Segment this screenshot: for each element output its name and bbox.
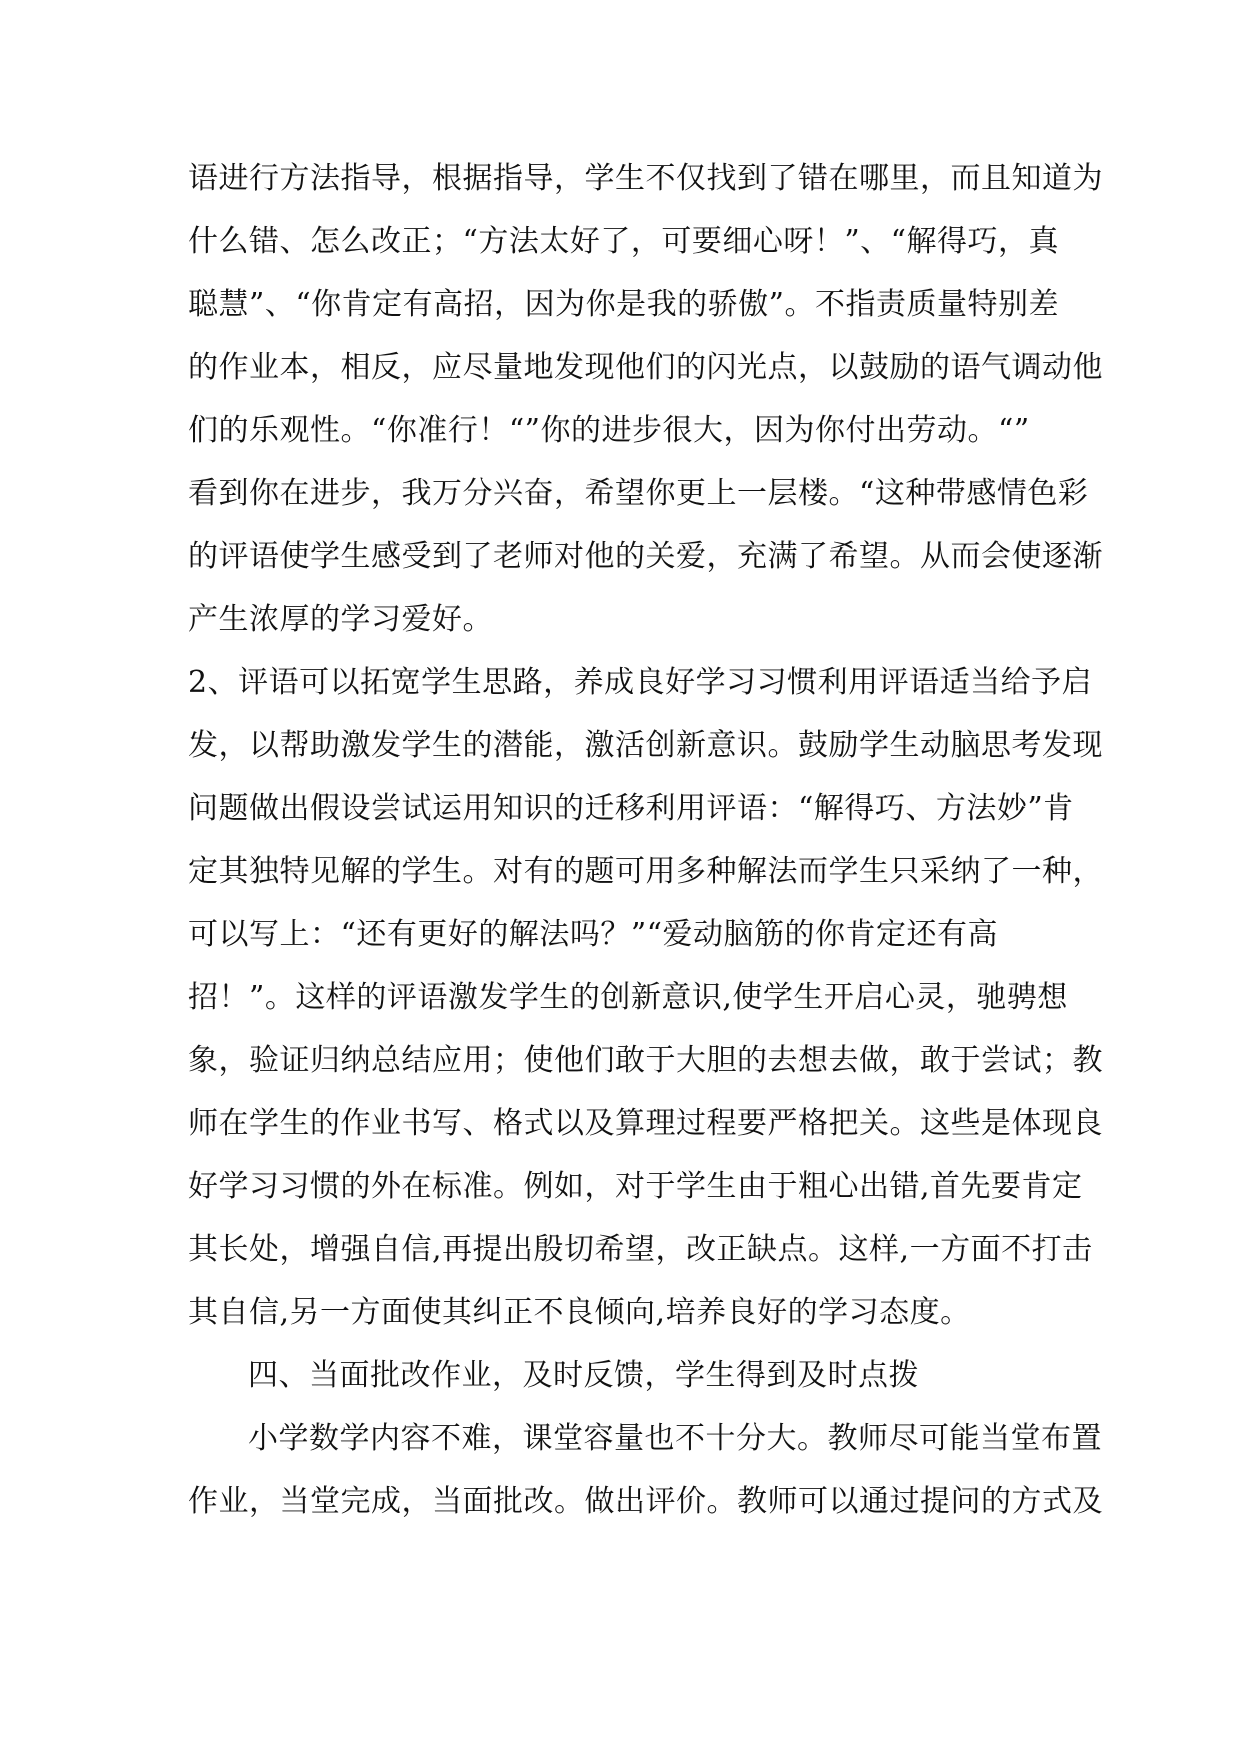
text-line-5: 们的乐观性。“你准行！“”你的进步很大，因为你付出劳动。“” bbox=[188, 413, 1030, 448]
text-line-15: 象，验证归纳总结应用；使他们敢于大胆的去想去做，敢于尝试；教 bbox=[188, 1043, 1103, 1078]
text-line-8: 产生浓厚的学习爱好。 bbox=[188, 602, 493, 637]
text-line-7: 的评语使学生感受到了老师对他的关爱，充满了希望。从而会使逐渐 bbox=[188, 539, 1103, 574]
text-line-21: 小学数学内容不难，课堂容量也不十分大。教师尽可能当堂布置 bbox=[248, 1421, 1102, 1456]
text-line-16: 师在学生的作业书写、格式以及算理过程要严格把关。这些是体现良 bbox=[188, 1106, 1103, 1141]
section-heading: 四、当面批改作业，及时反馈，学生得到及时点拨 bbox=[248, 1358, 919, 1393]
text-line-13: 可以写上：“还有更好的解法吗？”“爱动脑筋的你肯定还有高 bbox=[188, 917, 999, 952]
text-line-14: 招！”。这样的评语激发学生的创新意识,使学生开启心灵，驰骋想 bbox=[188, 980, 1068, 1015]
text-line-4: 的作业本，相反，应尽量地发现他们的闪光点，以鼓励的语气调动他 bbox=[188, 350, 1103, 385]
text-line-11: 问题做出假设尝试运用知识的迁移利用评语：“解得巧、方法妙”肯 bbox=[188, 791, 1074, 826]
text-line-10: 发，以帮助激发学生的潜能，激活创新意识。鼓励学生动脑思考发现 bbox=[188, 728, 1103, 763]
text-line-12: 定其独特见解的学生。对有的题可用多种解法而学生只采纳了一种， bbox=[188, 854, 1103, 889]
text-line-19: 其自信,另一方面使其纠正不良倾向,培养良好的学习态度。 bbox=[188, 1295, 971, 1330]
text-line-6: 看到你在进步，我万分兴奋，希望你更上一层楼。“这种带感情色彩 bbox=[188, 476, 1089, 511]
text-line-9: 2、评语可以拓宽学生思路，养成良好学习习惯利用评语适当给予启 bbox=[188, 665, 1093, 700]
text-line-22: 作业，当堂完成，当面批改。做出评价。教师可以通过提问的方式及 bbox=[188, 1484, 1103, 1519]
text-line-3: 聪慧”、“你肯定有高招，因为你是我的骄傲”。不指责质量特别差 bbox=[188, 287, 1060, 322]
text-line-18: 其长处，增强自信,再提出殷切希望，改正缺点。这样,一方面不打击 bbox=[188, 1232, 1093, 1267]
text-line-17: 好学习习惯的外在标准。例如，对于学生由于粗心出错,首先要肯定 bbox=[188, 1169, 1083, 1204]
text-line-1: 语进行方法指导，根据指导，学生不仅找到了错在哪里，而且知道为 bbox=[188, 161, 1103, 196]
text-line-2: 什么错、怎么改正；“方法太好了，可要细心呀！”、“解得巧，真 bbox=[188, 224, 1060, 259]
